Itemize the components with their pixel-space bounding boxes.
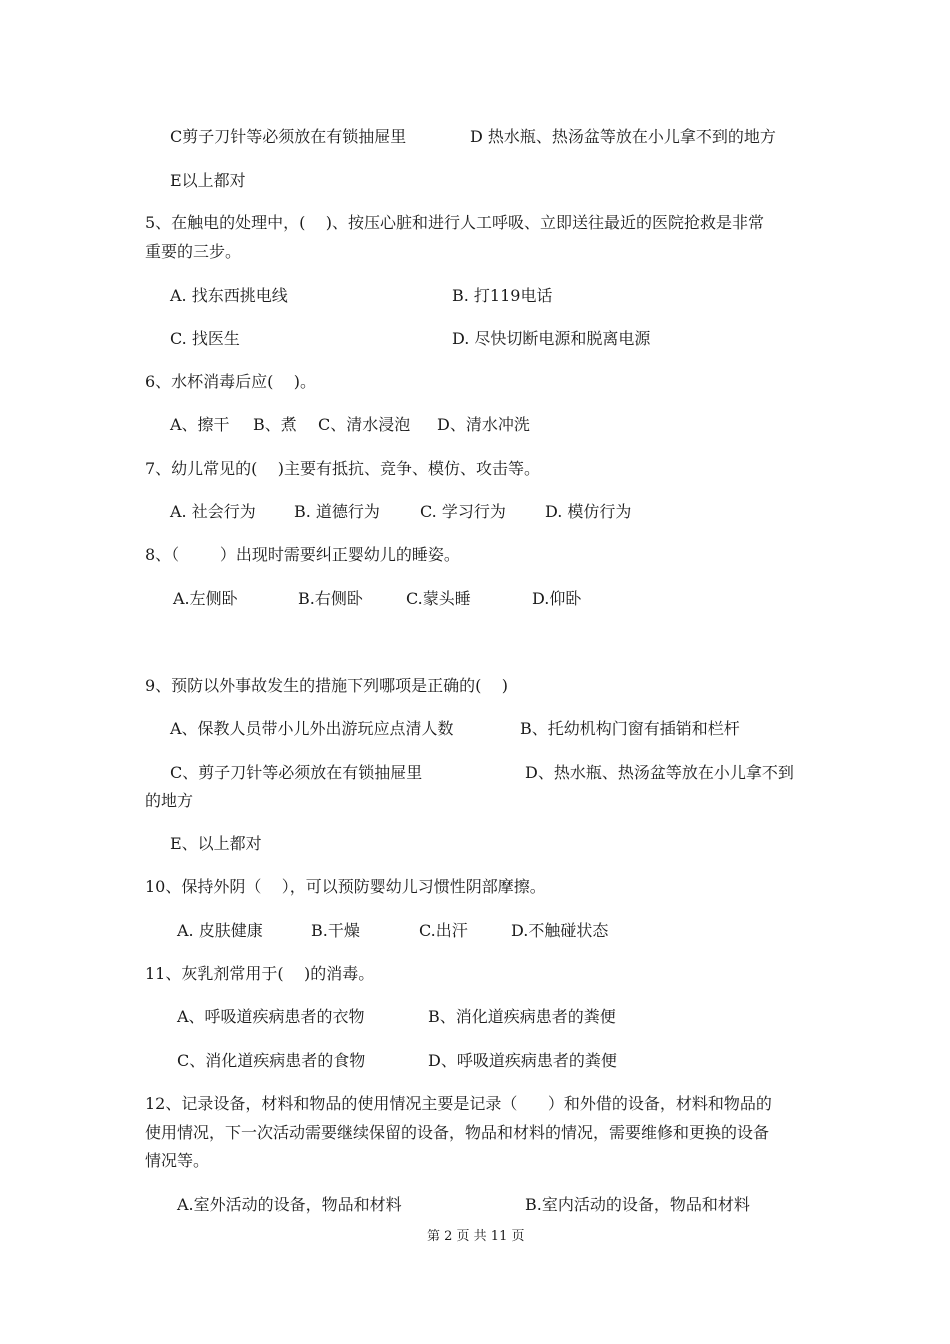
q9-option-d-line-2: 的地方 bbox=[145, 791, 194, 810]
q7-option-d: D. 模仿行为 bbox=[545, 502, 632, 521]
q7-stem: 7、幼儿常见的( )主要有抵抗、竞争、模仿、攻击等。 bbox=[145, 459, 541, 478]
q7-option-b: B. 道德行为 bbox=[294, 502, 380, 521]
q11-option-c: C、消化道疾病患者的食物 bbox=[177, 1051, 366, 1070]
q5-stem-line-1: 5、在触电的处理中，( )、按压心脏和进行人工呼吸、立即送往最近的医院抢救是非常 bbox=[145, 213, 765, 232]
q8-option-d: D.仰卧 bbox=[532, 589, 582, 608]
q8-stem: 8、（ ）出现时需要纠正婴幼儿的睡姿。 bbox=[145, 545, 460, 564]
q10-option-b: B.干燥 bbox=[311, 921, 360, 940]
q11-option-a: A、呼吸道疾病患者的衣物 bbox=[177, 1007, 365, 1026]
q9-stem: 9、预防以外事故发生的措施下列哪项是正确的( ) bbox=[145, 676, 509, 695]
q7-option-a: A. 社会行为 bbox=[170, 502, 256, 521]
q6-option-a: A、擦干 bbox=[170, 415, 230, 434]
q5-option-a: A. 找东西挑电线 bbox=[170, 286, 288, 305]
q12-option-a: A.室外活动的设备，物品和材料 bbox=[177, 1195, 402, 1214]
q7-option-c: C. 学习行为 bbox=[420, 502, 506, 521]
page-number-footer: 第 2 页 共 11 页 bbox=[427, 1229, 525, 1244]
q6-option-b: B、煮 bbox=[253, 415, 297, 434]
q6-stem: 6、水杯消毒后应( )。 bbox=[145, 372, 317, 391]
q12-option-b: B.室内活动的设备，物品和材料 bbox=[525, 1195, 750, 1214]
q6-option-d: D、清水冲洗 bbox=[437, 415, 530, 434]
q10-option-d: D.不触碰状态 bbox=[511, 921, 609, 940]
q4-option-e: E以上都对 bbox=[170, 171, 246, 190]
q9-option-c: C、剪子刀针等必须放在有锁抽屉里 bbox=[170, 763, 423, 782]
q5-option-d: D. 尽快切断电源和脱离电源 bbox=[452, 329, 651, 348]
q8-option-c: C.蒙头睡 bbox=[406, 589, 471, 608]
q11-option-d: D、呼吸道疾病患者的粪便 bbox=[428, 1051, 617, 1070]
q9-option-a: A、保教人员带小儿外出游玩应点清人数 bbox=[170, 719, 454, 738]
q10-option-a: A. 皮肤健康 bbox=[177, 921, 263, 940]
q4-option-d: D 热水瓶、热汤盆等放在小儿拿不到的地方 bbox=[470, 127, 776, 146]
q10-stem: 10、保持外阴（ ），可以预防婴幼儿习惯性阴部摩擦。 bbox=[145, 877, 546, 896]
q11-stem: 11、灰乳剂常用于( )的消毒。 bbox=[145, 964, 375, 983]
q12-stem-line-3: 情况等。 bbox=[145, 1151, 210, 1170]
q9-option-d-line-1: D、热水瓶、热汤盆等放在小儿拿不到 bbox=[525, 763, 794, 782]
q5-option-c: C. 找医生 bbox=[170, 329, 240, 348]
q5-option-b: B. 打119电话 bbox=[452, 286, 553, 305]
q8-option-b: B.右侧卧 bbox=[298, 589, 363, 608]
q4-option-c: C剪子刀针等必须放在有锁抽屉里 bbox=[170, 127, 407, 146]
q12-stem-line-2: 使用情况，下一次活动需要继续保留的设备，物品和材料的情况，需要维修和更换的设备 bbox=[145, 1123, 770, 1142]
q12-stem-line-1: 12、记录设备，材料和物品的使用情况主要是记录（ ）和外借的设备，材料和物品的 bbox=[145, 1094, 772, 1113]
q9-option-e: E、以上都对 bbox=[170, 834, 262, 853]
q10-option-c: C.出汗 bbox=[419, 921, 468, 940]
q6-option-c: C、清水浸泡 bbox=[318, 415, 411, 434]
q9-option-b: B、托幼机构门窗有插销和栏杆 bbox=[520, 719, 740, 738]
q11-option-b: B、消化道疾病患者的粪便 bbox=[428, 1007, 616, 1026]
q5-stem-line-2: 重要的三步。 bbox=[145, 242, 242, 261]
q8-option-a: A.左侧卧 bbox=[173, 589, 238, 608]
